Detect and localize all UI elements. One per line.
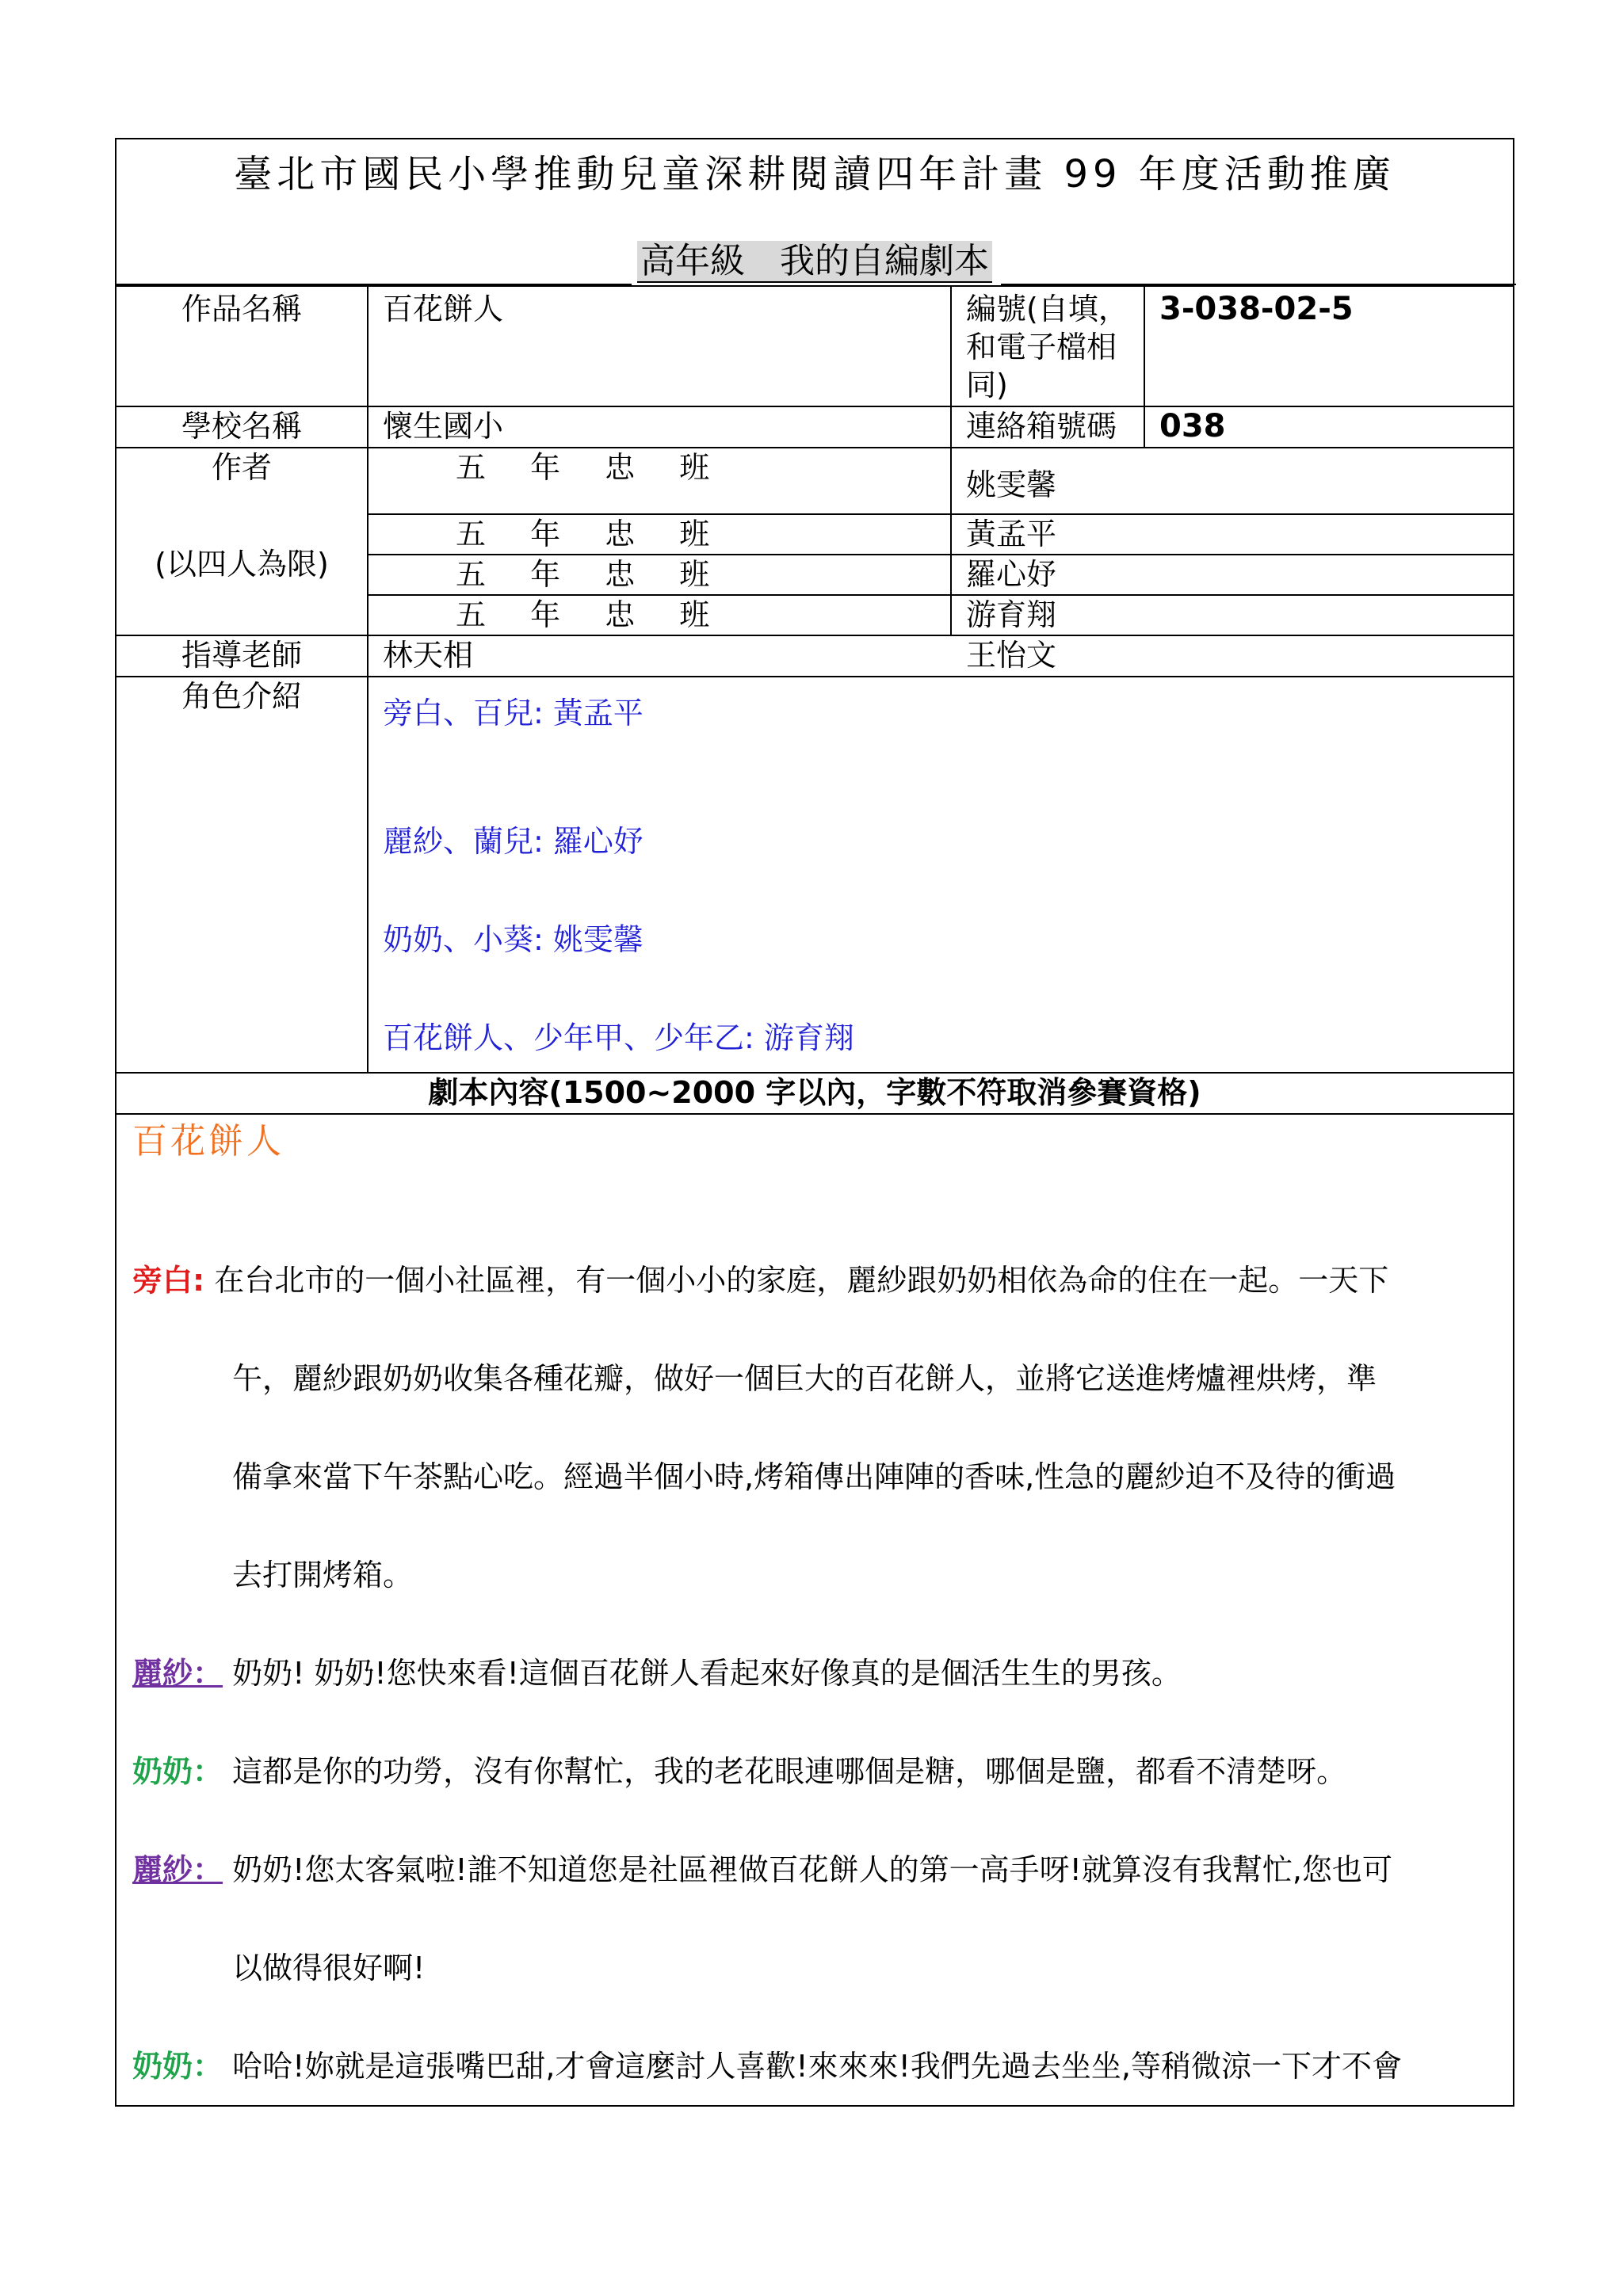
school-value: 懷生國小 [383,409,504,444]
author-label: 作者 [211,450,272,485]
teacher-2: 王怡文 [966,638,1057,673]
page-title: 臺北市國民小學推動兒童深耕閱讀四年計畫 99 年度活動推廣 [234,152,1396,196]
rule [950,285,952,635]
role-3: 奶奶、小葵: 姚雯馨 [383,922,643,957]
script-line-cont: 以做得很好啊! [232,1951,426,1985]
author-class-1: 五 年 忠 班 [456,450,727,485]
work-name-label: 作品名稱 [181,292,302,326]
page-subtitle [116,239,1513,284]
author-name-2: 黃孟平 [966,517,1057,551]
line-text: 奶奶! 奶奶!您快來看!這個百花餅人看起來好像真的是個活生生的男孩。 [232,1656,1182,1691]
line-text: 奶奶!您太客氣啦!誰不知道您是社區裡做百花餅人的第一高手呀!就算沒有我幫忙,您也可 [232,1852,1392,1887]
speaker-lisha: 麗紗： [132,1656,223,1691]
script-line [132,1654,1502,1692]
speaker-narrator: 旁白: [132,1263,205,1298]
script-line [132,1261,1502,1299]
rule [367,285,369,1072]
number-label-line-1: 編號(自填， [966,292,1128,326]
rule [116,285,1513,287]
script-line-cont: 午，麗紗跟奶奶收集各種花瓣，做好一個巨大的百花餅人，並將它送進烤爐裡烘烤，準 [232,1361,1377,1396]
script-line [132,2047,1502,2085]
speaker-grandma: 奶奶： [132,1754,223,1789]
role-1: 旁白、百兒: 黃孟平 [383,696,643,730]
roles-label: 角色介紹 [181,679,302,714]
author-class-2: 五 年 忠 班 [456,517,727,551]
script-line-cont: 去打開烤箱。 [232,1558,414,1592]
script-line-cont: 備拿來當下午茶點心吃。經過半個小時,烤箱傳出陣陣的香味,性急的麗紗迫不及待的衝過 [232,1459,1396,1494]
work-name-value: 百花餅人 [383,292,504,326]
mailbox-label: 連絡箱號碼 [966,409,1117,444]
script-line [132,1753,1502,1791]
role-4: 百花餅人、少年甲、少年乙: 游育翔 [383,1020,854,1055]
form-frame [115,138,1514,2107]
rule [1144,285,1145,447]
school-label: 學校名稱 [181,409,302,444]
number-label-line-2: 和電子檔相 [966,330,1117,364]
author-name-1: 姚雯馨 [966,467,1057,502]
subtitle-text: 高年級 我的自編劇本 [637,241,992,283]
line-text: 哈哈!妳就是這張嘴巴甜,才會這麼討人喜歡!來來來!我們先過去坐坐,等稍微涼一下才不會 [232,2049,1402,2084]
speaker-grandma: 奶奶： [132,2049,223,2084]
script-line [132,1851,1502,1889]
speaker-lisha: 麗紗： [132,1852,223,1887]
rule [116,1113,1513,1115]
number-value: 3-038-02-5 [1159,291,1354,327]
teacher-label: 指導老師 [181,638,302,673]
teacher-1: 林天相 [383,638,474,673]
author-name-3: 羅心妤 [966,557,1057,592]
author-class-4: 五 年 忠 班 [456,597,727,632]
script-header: 劇本內容(1500~2000 字以內，字數不符取消參賽資格) [428,1075,1201,1110]
author-limit: (以四人為限) [155,547,329,582]
role-2: 麗紗、蘭兒: 羅心妤 [383,824,643,859]
mailbox-value: 038 [1159,408,1226,444]
author-name-4: 游育翔 [966,597,1057,632]
number-label-line-3: 同) [966,368,1008,402]
author-class-3: 五 年 忠 班 [456,557,727,592]
line-text: 這都是你的功勞，沒有你幫忙，我的老花眼連哪個是糖，哪個是鹽，都看不清楚呀。 [232,1754,1347,1789]
script-title: 百花餅人 [132,1121,285,1161]
line-text: 在台北市的一個小社區裡，有一個小小的家庭，麗紗跟奶奶相依為命的住在一起。一天下 [214,1263,1389,1298]
